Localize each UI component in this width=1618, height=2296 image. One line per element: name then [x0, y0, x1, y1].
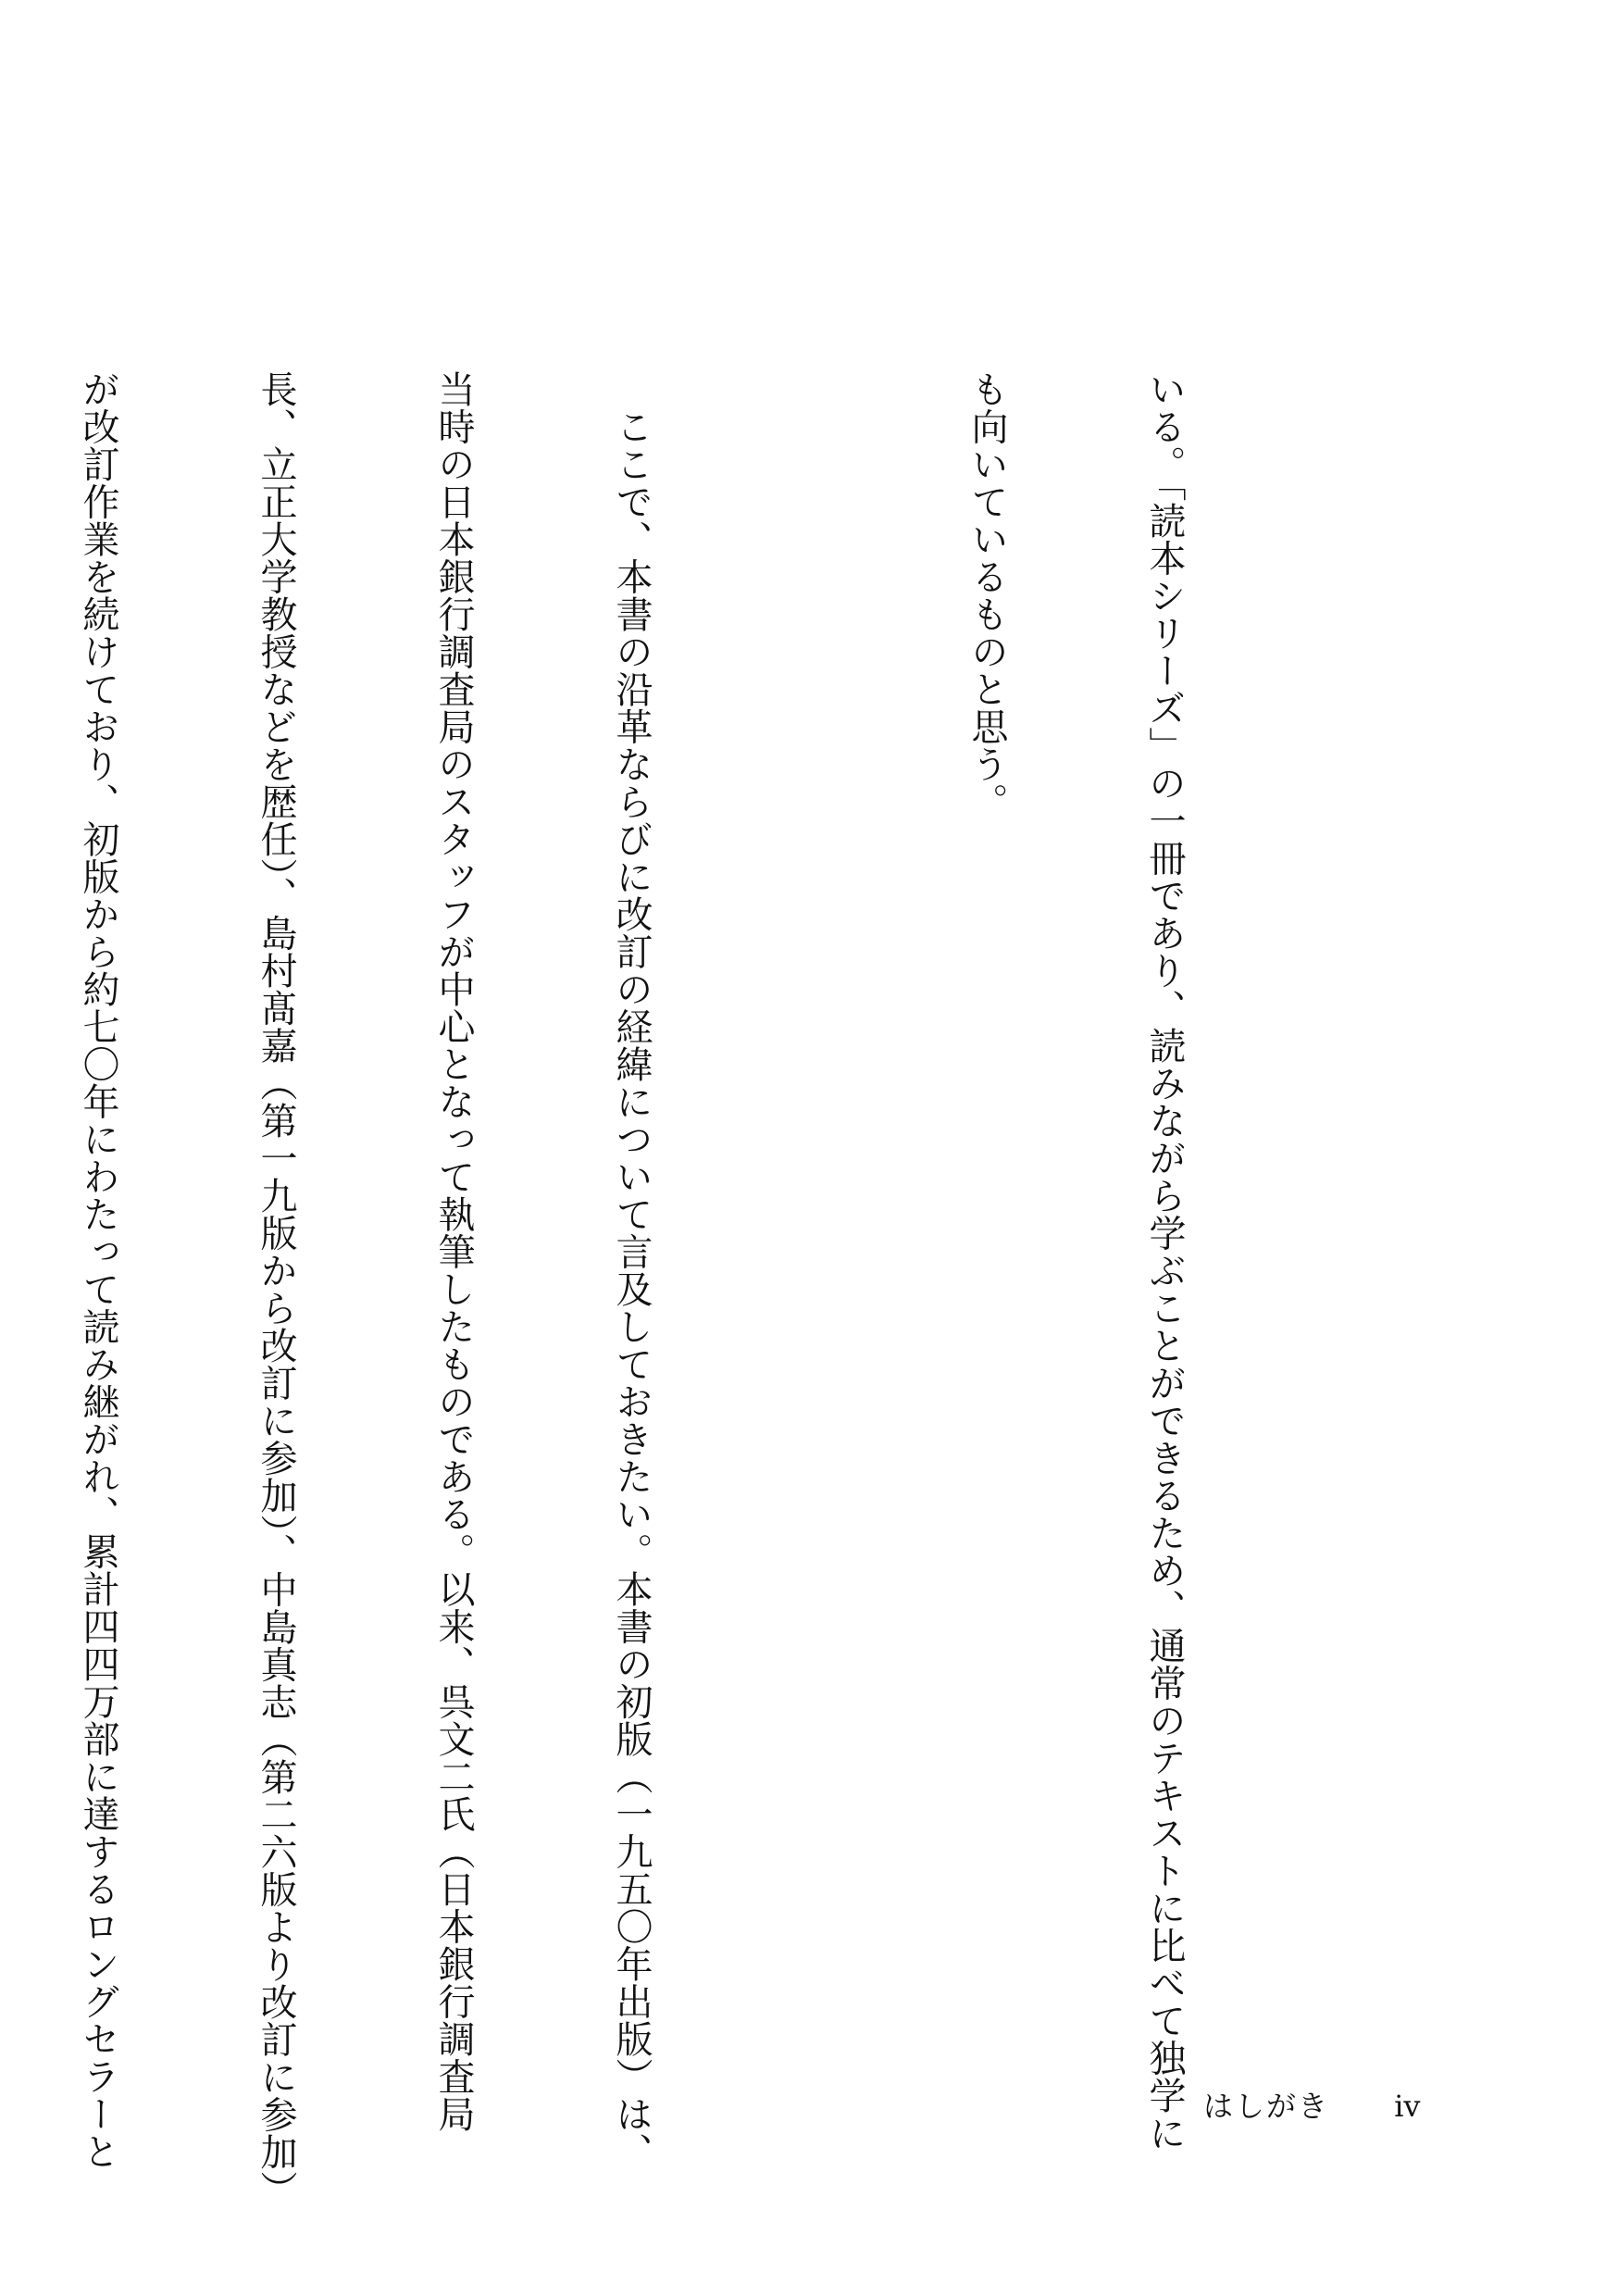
text-line: いる。「読本シリーズ」の一冊であり、読みながら学ぶことができるため、通常のテキストに比べて独学に [1143, 370, 1186, 2152]
paragraph-gap [779, 370, 839, 2129]
text-line: も向いているものと思う。 [965, 370, 1008, 820]
page-number: iv [1394, 2089, 1421, 2124]
running-title: はしがき [1203, 2089, 1330, 2124]
text-line: 長、立正大学教授などを歴任）、島村髙嘉（第一九版から改訂に参加）、中島真志（第二六版より改訂に参加） [255, 370, 297, 2208]
body-text [0, 370, 1313, 2208]
text-line: ここで、本書の沿革ならびに改訂の経緯について言及しておきたい。本書の初版（一九五〇年出版）は、 [610, 370, 653, 2170]
text-line: が改訂作業を続けており、初版から約七〇年にわたって読み継がれ、累計四四万部に達するロングセラーと [77, 370, 119, 2170]
text-line: 当時の日本銀行調査局のスタッフが中心となって執筆したものである。以来、呉文二氏（日本銀行調査局 [432, 370, 475, 2133]
page-footer [1203, 2083, 1421, 2126]
